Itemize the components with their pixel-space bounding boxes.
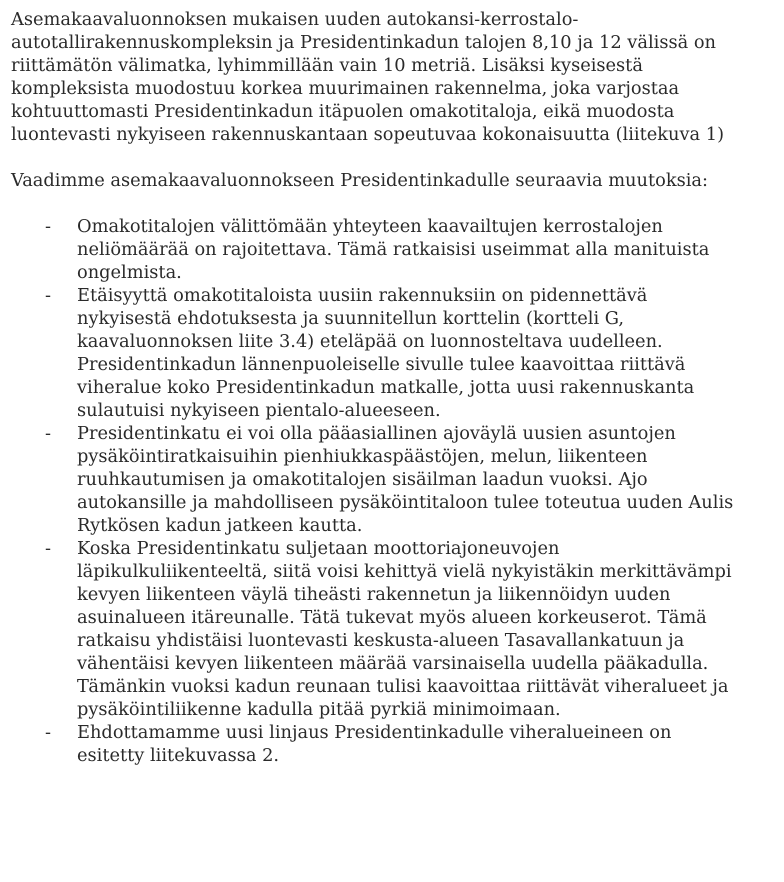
bullet-dash: - <box>44 423 51 444</box>
bullet-dash: - <box>44 216 51 237</box>
demand-item-1 <box>11 215 779 284</box>
demand-text-5: Ehdottamamme uusi linjaus Presidentinkadulle viheralueineen on esitetty liitekuvassa 2. <box>77 722 672 766</box>
demand-item-5 <box>11 721 779 767</box>
demand-text-3: Presidentinkatu ei voi olla pääasiallinen ajoväylä uusien asuntojen pysäköintiratkaisuihin pienhiukkaspäästöjen, melun, liikenteen ruuhkautumisen ja omakotitalojen sisäilman laadun vuoksi. Ajo autokansille ja mahdolliseen pysäköintitaloon tulee toteutua uuden Aulis Rytkösen kadun jatkeen kautta. <box>77 423 734 536</box>
bullet-dash: - <box>44 538 51 559</box>
demand-text-2: Etäisyyttä omakotitaloista uusiin rakennuksiin on pidennettävä nykyisestä ehdotuksesta ja suunnitellun korttelin (kortteli G, kaavaluonnoksen liite 3.4) eteläpää on luonnosteltava uudelleen. Presidentinkadun lännenpuoleiselle sivulle tulee kaavoittaa riittävä viheralue koko Presidentinkadun matkalle, jotta uusi rakennuskanta sulautuisi nykyiseen pientalo-alueeseen. <box>77 285 695 421</box>
demand-text-4: Koska Presidentinkatu suljetaan moottoriajoneuvojen läpikulkuliikenteeltä, siitä voisi kehittyä vielä nykyistäkin merkittävämpi kevyen liikenteen väylä tiheästi rakennetun ja liikennöidyn uuden asuinalueen itäreunalle. Tätä tukevat myös alueen korkeuserot. Tämä ratkaisu yhdistäisi luontevasti keskusta-alueen Tasavallankatuun ja vähentäisi kevyen liikenteen määrää varsinaisella uudella pääkadulla. Tämänkin vuoksi kadun reunaan tulisi kaavoittaa riittävät viheralueet ja pysäköintiliikenne kadulla pitää pyrkiä minimoimaan. <box>77 538 732 720</box>
bullet-dash: - <box>44 285 51 306</box>
demand-text-1: Omakotitalojen välittömään yhteyteen kaavailtujen kerrostalojen neliömäärää on rajoitettava. Tämä ratkaisisi useimmat alla manituista ongelmista. <box>77 216 710 283</box>
demands-lead-paragraph: Vaadimme asemakaavaluonnokseen Presidentinkadulle seuraavia muutoksia: <box>11 170 708 191</box>
demand-item-3 <box>11 422 779 537</box>
intro-paragraph: Asemakaavaluonnoksen mukaisen uuden autokansi-kerrostalo- autotallirakennuskompleksin ja Presidentinkadun talojen 8,10 ja 12 välissä on riittämätön välimatka, lyhimmillään vain 10 metriä. Lisäksi kyseisestä kompleksista muodostuu korkea muurimainen rakennelma, joka varjostaa kohtuuttomasti Presidentinkadun itäpuolen omakotitaloja, eikä muodosta luontevasti nykyiseen rakennuskantaan sopeutuvaa kokonaisuutta (liitekuva 1) <box>11 9 725 145</box>
bullet-dash: - <box>44 722 51 743</box>
demand-item-2 <box>11 284 779 422</box>
demands-list <box>11 215 779 767</box>
document-page <box>11 8 779 767</box>
demand-item-4 <box>11 537 779 721</box>
